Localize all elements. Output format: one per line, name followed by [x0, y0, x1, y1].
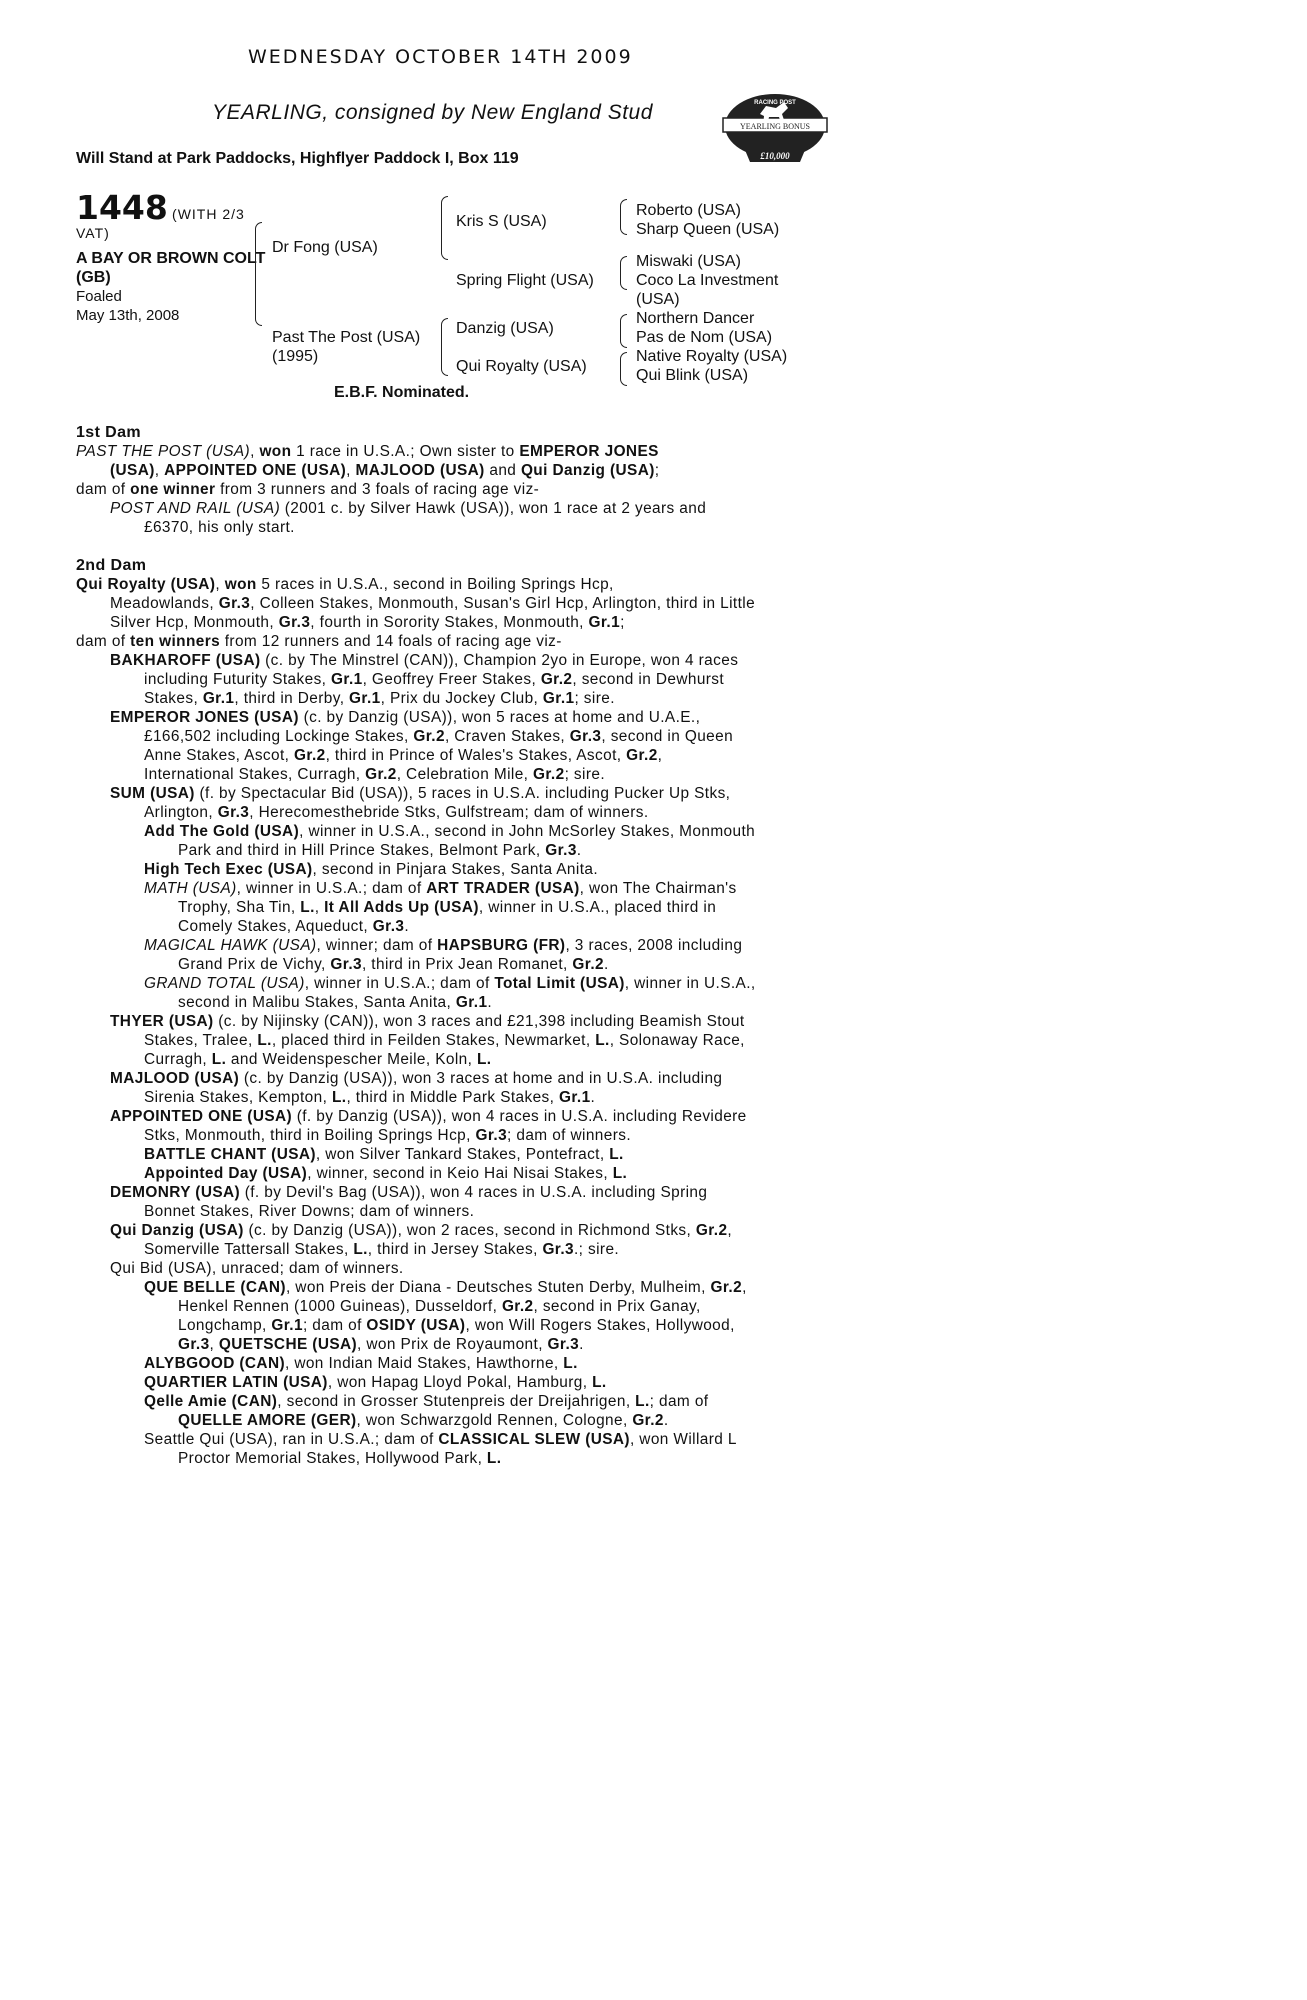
- pedigree-dam: Past The Post (USA): [272, 329, 421, 346]
- foal-majlood: MAJLOOD (USA) (c. by Danzig (USA)), won 3 races at home and in U.S.A. including Sirenia Stakes, Kempton, L., third in Middle Park Stakes, Gr.1.: [110, 1070, 723, 1106]
- pedigree-brace-sire: [441, 196, 448, 260]
- pedigree-brace-g2: [620, 256, 627, 290]
- pedigree-g8: Qui Blink (USA): [636, 367, 749, 384]
- foal-high-tech-exec: High Tech Exec (USA), second in Pinjara Stakes, Santa Anita.: [144, 861, 599, 878]
- second-dam-record: Qui Royalty (USA), won 5 races in U.S.A., second in Boiling Springs Hcp,: [76, 576, 614, 593]
- first-dam-record: PAST THE POST (USA), won 1 race in U.S.A.; Own sister to EMPEROR JONES: [76, 443, 659, 460]
- foal-grand-total: GRAND TOTAL (USA), winner in U.S.A.; dam of Total Limit (USA), winner in U.S.A., second in Malibu Stakes, Santa Anita, Gr.1.: [144, 975, 756, 1011]
- lot-info: [76, 188, 266, 325]
- foal-qui-danzig: Qui Danzig (USA) (c. by Danzig (USA)), won 2 races, second in Richmond Stks, Gr.2, Somerville Tattersall Stakes, L., third in Jersey Stakes, Gr.3.; sire.: [110, 1222, 733, 1258]
- pedigree-brace-dam: [441, 318, 448, 376]
- lot-description: A BAY OR BROWN COLT (GB): [76, 250, 266, 286]
- badge-mid-text: YEARLING BONUS: [740, 122, 810, 131]
- pedigree-dam-year: (1995): [272, 348, 319, 365]
- lot-vat: (WITH 2/3 VAT): [76, 206, 245, 241]
- foal-thyer: THYER (USA) (c. by Nijinsky (CAN)), won 3 races and £21,398 including Beamish Stout Stakes, Tralee, L., placed third in Feilden Stakes, Newmarket, L., Solonaway Race, Curragh, L. and Weidenspescher Meile, Koln, L.: [110, 1013, 745, 1068]
- stand-location: Will Stand at Park Paddocks, Highflyer Paddock I, Box 119: [76, 150, 519, 167]
- foal-add-the-gold: Add The Gold (USA), winner in U.S.A., second in John McSorley Stakes, Monmouth Park and third in Hill Prince Stakes, Belmont Park, Gr.3.: [144, 823, 756, 859]
- badge-top-text: RACING POST: [754, 100, 796, 106]
- foal-emperor-jones: EMPEROR JONES (USA) (c. by Danzig (USA)), won 5 races at home and U.A.E., £166,502 including Lockinge Stakes, Gr.2, Craven Stakes, Gr.3, second in Queen Anne Stakes, Ascot, Gr.2, third in Prince of Wales's Stakes, Ascot, Gr.2, International Stakes, Curragh, Gr.2, Celebration Mile, Gr.2; sire.: [110, 709, 734, 783]
- second-dam-record-cont: Meadowlands, Gr.3, Colleen Stakes, Monmouth, Susan's Girl Hcp, Arlington, third in Little Silver Hcp, Monmouth, Gr.3, fourth in Sorority Stakes, Monmouth, Gr.1;: [110, 595, 756, 631]
- foal-qui-bid: Qui Bid (USA), unraced; dam of winners.: [110, 1260, 404, 1277]
- pedigree-g3: Miswaki (USA): [636, 253, 741, 270]
- pedigree-sire-sire: Kris S (USA): [456, 213, 547, 230]
- pedigree-g4: Coco La Investment: [636, 272, 779, 289]
- foaled-date: May 13th, 2008: [76, 307, 180, 324]
- sale-date: WEDNESDAY OCTOBER 14TH 2009: [248, 46, 633, 68]
- foal-battle-chant: BATTLE CHANT (USA), won Silver Tankard Stakes, Pontefract, L.: [144, 1146, 624, 1163]
- foal-quartier-latin: QUARTIER LATIN (USA), won Hapag Lloyd Pokal, Hamburg, L.: [144, 1374, 607, 1391]
- yearling-bonus-logo: [720, 92, 830, 166]
- foal-appointed-one: APPOINTED ONE (USA) (f. by Danzig (USA)), won 4 races in U.S.A. including Revidere Stks, Monmouth, third in Boiling Springs Hcp, Gr.3; dam of winners.: [110, 1108, 747, 1144]
- pedigree-dam-sire: Danzig (USA): [456, 320, 554, 337]
- lot-number: 1448: [76, 188, 168, 227]
- consignment-line: YEARLING, consigned by New England Stud: [212, 101, 653, 124]
- pedigree-g1: Roberto (USA): [636, 202, 741, 219]
- foal-qelle-amie: Qelle Amie (CAN), second in Grosser Stutenpreis der Dreijahrigen, L.; dam of QUELLE AMORE (GER), won Schwarzgold Rennen, Cologne, Gr.2.: [144, 1393, 709, 1429]
- first-dam-produce-summary: dam of one winner from 3 runners and 3 foals of racing age viz-: [76, 481, 540, 498]
- badge-amount-text: £10,000: [760, 151, 790, 161]
- pedigree-brace-g1: [620, 199, 627, 235]
- foal-demonry: DEMONRY (USA) (f. by Devil's Bag (USA)), won 4 races in U.S.A. including Spring Bonnet Stakes, River Downs; dam of winners.: [110, 1184, 708, 1220]
- pedigree-g7: Native Royalty (USA): [636, 348, 788, 365]
- foaled-label: Foaled: [76, 288, 122, 305]
- pedigree-brace-g3: [620, 314, 627, 348]
- second-dam-heading: 2nd Dam: [76, 557, 147, 574]
- pedigree-sire-dam: Spring Flight (USA): [456, 272, 594, 289]
- first-dam-record-cont: (USA), APPOINTED ONE (USA), MAJLOOD (USA) and Qui Danzig (USA);: [110, 462, 660, 479]
- pedigree-g6: Pas de Nom (USA): [636, 329, 773, 346]
- foal-magical-hawk: MAGICAL HAWK (USA), winner; dam of HAPSBURG (FR), 3 races, 2008 including Grand Prix de Vichy, Gr.3, third in Prix Jean Romanet, Gr.2.: [144, 937, 743, 973]
- foal-alybgood: ALYBGOOD (CAN), won Indian Maid Stakes, Hawthorne, L.: [144, 1355, 578, 1372]
- pedigree-brace-main: [255, 222, 262, 326]
- pedigree-dam-dam: Qui Royalty (USA): [456, 358, 587, 375]
- foal-que-belle: QUE BELLE (CAN), won Preis der Diana - Deutsches Stuten Derby, Mulheim, Gr.2, Henkel Rennen (1000 Guineas), Dusseldorf, Gr.2, second in Prix Ganay, Longchamp, Gr.1; dam of OSIDY (USA), won Will Rogers Stakes, Hollywood, Gr.3, QUETSCHE (USA), won Prix de Royaumont, Gr.3.: [144, 1279, 747, 1353]
- pedigree-brace-g4: [620, 352, 627, 386]
- second-dam-produce-summary: dam of ten winners from 12 runners and 14 foals of racing age viz-: [76, 633, 562, 650]
- foal-bakharoff: BAKHAROFF (USA) (c. by The Minstrel (CAN)), Champion 2yo in Europe, won 4 races including Futurity Stakes, Gr.1, Geoffrey Freer Stakes, Gr.2, second in Dewhurst Stakes, Gr.1, third in Derby, Gr.1, Prix du Jockey Club, Gr.1; sire.: [110, 652, 739, 707]
- foal-math: MATH (USA), winner in U.S.A.; dam of ART TRADER (USA), won The Chairman's Trophy, Sha Tin, L., It All Adds Up (USA), winner in U.S.A., placed third in Comely Stakes, Aqueduct, Gr.3.: [144, 880, 737, 935]
- pedigree-g4b: (USA): [636, 291, 680, 308]
- first-dam-foal-1: POST AND RAIL (USA) (2001 c. by Silver Hawk (USA)), won 1 race at 2 years and £6370, his only start.: [110, 500, 707, 536]
- foal-seattle-qui: Seattle Qui (USA), ran in U.S.A.; dam of CLASSICAL SLEW (USA), won Willard L Proctor Memorial Stakes, Hollywood Park, L.: [144, 1431, 737, 1467]
- foal-sum: SUM (USA) (f. by Spectacular Bid (USA)), 5 races in U.S.A. including Pucker Up Stks, Arlington, Gr.3, Herecomesthebride Stks, Gulfstream; dam of winners.: [110, 785, 731, 821]
- catalogue-body: [76, 423, 756, 1468]
- pedigree-sire: Dr Fong (USA): [272, 239, 378, 256]
- pedigree-g5: Northern Dancer: [636, 310, 755, 327]
- foal-appointed-day: Appointed Day (USA), winner, second in Keio Hai Nisai Stakes, L.: [144, 1165, 628, 1182]
- pedigree-g2: Sharp Queen (USA): [636, 221, 780, 238]
- ebf-nominated: E.B.F. Nominated.: [334, 384, 470, 401]
- first-dam-heading: 1st Dam: [76, 424, 142, 441]
